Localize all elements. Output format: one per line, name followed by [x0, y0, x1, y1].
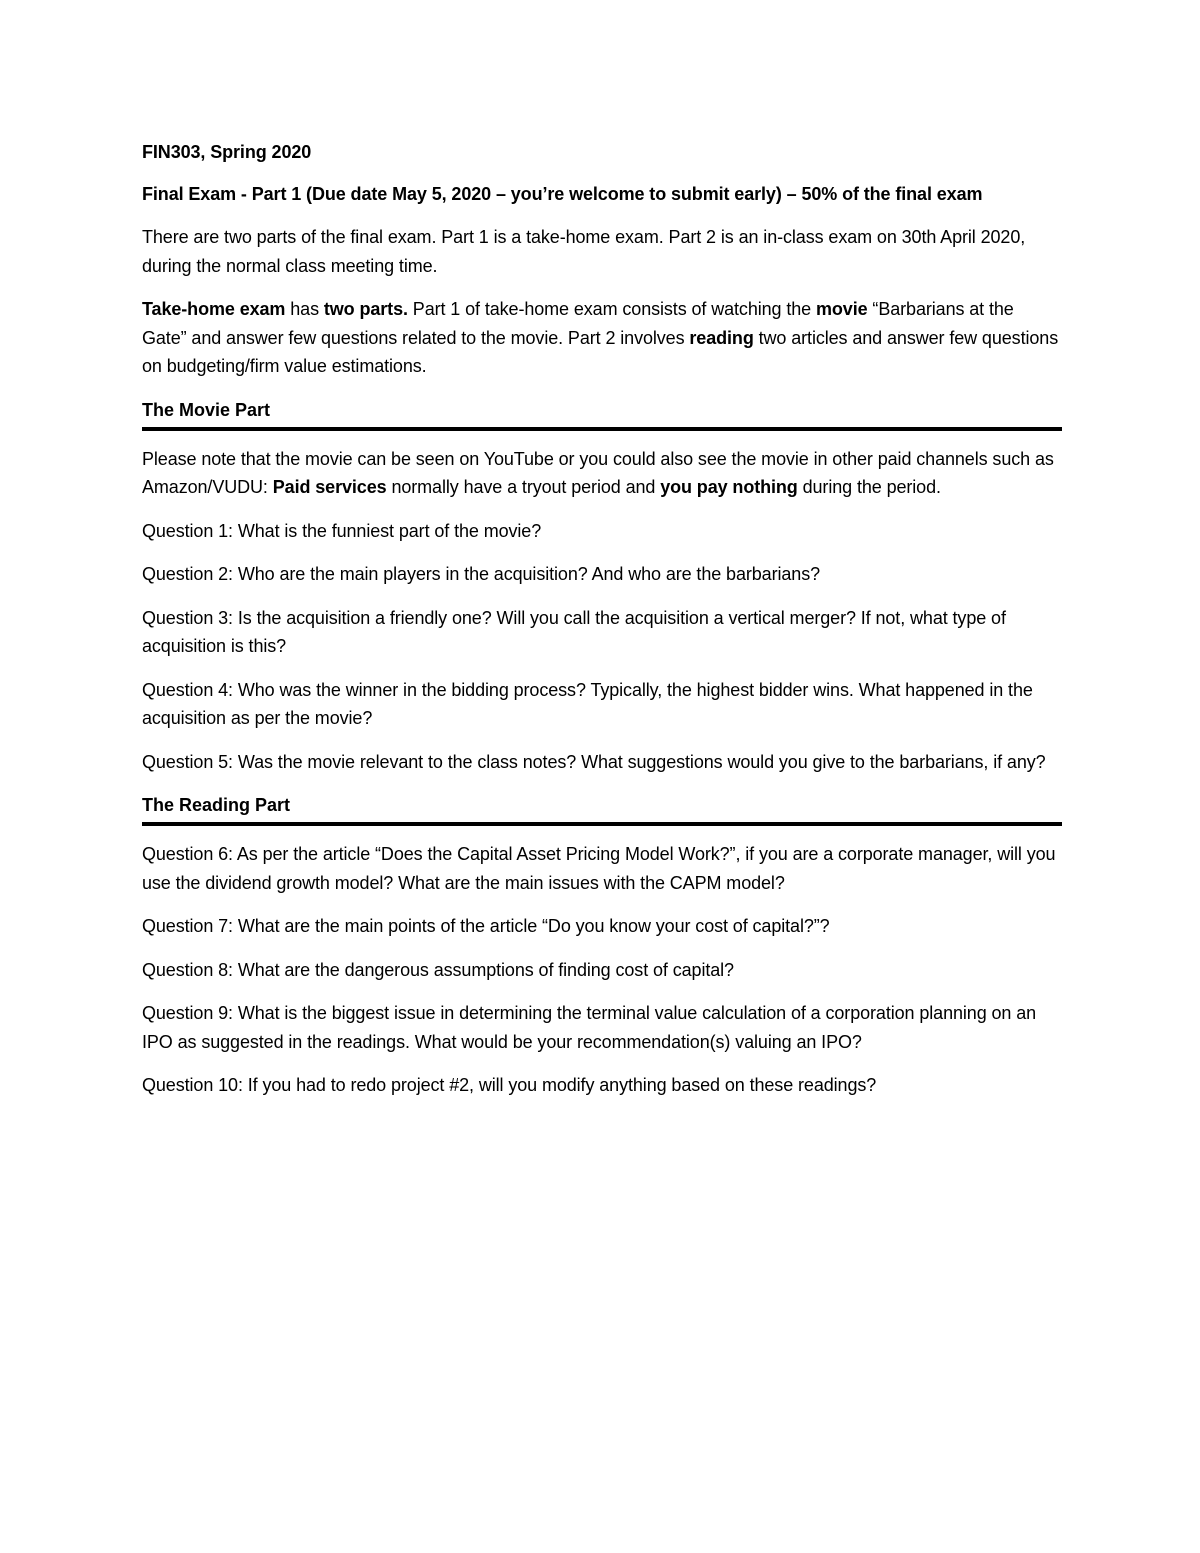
question-label: Question 2: [142, 564, 233, 584]
course-title: FIN303, Spring 2020 [142, 142, 312, 162]
question-text: Who are the main players in the acquisition? And who are the barbarians? [232, 564, 821, 584]
takehome-text-2: has [285, 299, 324, 319]
question-label: Question 8: [142, 959, 233, 980]
takehome-bold-7: reading [689, 327, 754, 348]
movie-note-bold-2: Paid services [272, 477, 387, 497]
question-label: Question 3: [142, 607, 233, 628]
takehome-paragraph [142, 295, 1062, 381]
question-label: Question 4: [142, 679, 233, 700]
takehome-text-6: “Barbarians at the Gate” and answer few questions related to the movie. Part 2 involves [142, 299, 1014, 348]
takehome-bold-3: two parts. [323, 299, 408, 319]
question-8 [142, 956, 1062, 985]
question-text: Is the acquisition a friendly one? Will you call the acquisition a vertical merger? If not, what type of acquisition is this? [142, 607, 1006, 656]
question-9 [142, 999, 1062, 1056]
movie-note-bold-4: you pay nothing [660, 477, 798, 497]
question-text: What is the funniest part of the movie? [232, 520, 542, 541]
question-text: Who was the winner in the bidding process? Typically, the highest bidder wins. What happened in the acquisition as per the movie? [142, 679, 1033, 728]
intro-paragraph: There are two parts of the final exam. Part 1 is a take-home exam. Part 2 is an in-class exam on 30th April 2020, during the normal class meeting time. [142, 227, 1026, 276]
takehome-bold-1: Take-home exam [142, 299, 286, 319]
document-page [142, 138, 1062, 1115]
question-1 [142, 517, 1062, 546]
question-label: Question 5: [142, 751, 233, 772]
question-2 [142, 560, 1062, 589]
exam-title: Final Exam - Part 1 (Due date May 5, 2020 – you’re welcome to submit early) – 50% of the final exam [142, 183, 983, 204]
movie-section-heading: The Movie Part [142, 396, 1062, 431]
question-label: Question 1: [142, 520, 233, 541]
question-label: Question 6: [142, 844, 233, 864]
question-5 [142, 748, 1062, 777]
question-label: Question 9: [142, 1003, 233, 1023]
question-3 [142, 604, 1062, 661]
movie-note-text-5: during the period. [797, 477, 941, 497]
question-text: What is the biggest issue in determining the terminal value calculation of a corporation planning on an IPO as suggested in the readings. What would be your recommendation(s) valuing an IPO? [142, 1003, 1037, 1052]
question-text: As per the article “Does the Capital Asset Pricing Model Work?”, if you are a corporate manager, will you use the dividend growth model? What are the main issues with the CAPM model? [142, 844, 1056, 893]
takehome-text-4: Part 1 of take-home exam consists of watching the [407, 299, 816, 319]
question-text: Was the movie relevant to the class notes? What suggestions would you give to the barbarians, if any? [232, 751, 1046, 772]
movie-note-text-3: normally have a tryout period and [386, 477, 661, 497]
question-text: If you had to redo project #2, will you modify anything based on these readings? [242, 1075, 877, 1095]
question-6 [142, 840, 1062, 897]
question-label: Question 10: [142, 1075, 243, 1095]
question-text: What are the main points of the article “Do you know your cost of capital?”? [232, 916, 830, 936]
movie-note-paragraph [142, 445, 1062, 502]
question-7 [142, 912, 1062, 941]
takehome-text-8: two articles and answer few questions on budgeting/firm value estimations. [142, 327, 1059, 376]
reading-section-heading: The Reading Part [142, 791, 1062, 826]
question-10 [142, 1071, 1062, 1100]
takehome-bold-5: movie [816, 299, 868, 319]
question-label: Question 7: [142, 916, 233, 936]
question-4 [142, 676, 1062, 733]
question-text: What are the dangerous assumptions of finding cost of capital? [232, 959, 734, 980]
movie-note-text-1: Please note that the movie can be seen on YouTube or you could also see the movie in other paid channels such as Amazon/VUDU: [142, 448, 1054, 497]
